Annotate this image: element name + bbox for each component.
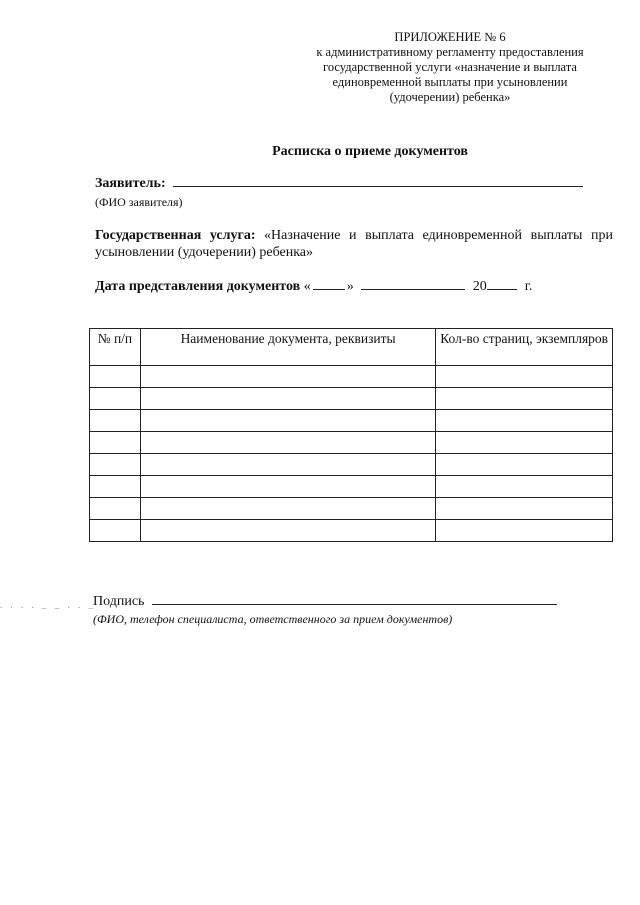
table-row [90,520,613,542]
signature-line[interactable] [152,603,557,605]
table-header-row [90,329,613,366]
date-month-line[interactable] [361,288,465,290]
date-year-suffix: г. [524,279,533,294]
table-cell[interactable] [90,476,141,498]
documents-table [89,328,613,542]
signature-label: Подпись [93,594,145,609]
table-cell[interactable] [140,432,435,454]
table-cell[interactable] [436,520,613,542]
table-cell[interactable] [90,498,141,520]
date-close-quote: » [346,279,354,294]
table-row [90,432,613,454]
table-row [90,454,613,476]
table-cell[interactable] [436,388,613,410]
table-cell[interactable] [140,454,435,476]
table-cell[interactable] [90,520,141,542]
table-row [90,410,613,432]
table-cell[interactable] [140,476,435,498]
appendix-line-3: единовременной выплаты при усыновлении [332,75,568,89]
date-year-prefix: 20 [472,279,487,294]
applicant-hint: (ФИО заявителя) [95,195,183,209]
table-cell[interactable] [140,388,435,410]
table-cell[interactable] [90,410,141,432]
column-header-document: Наименование документа, реквизиты [140,329,435,366]
signature-hint: (ФИО, телефон специалиста, ответственного за прием документов) [93,612,453,626]
appendix-line-1: к административному регламенту предоставления [316,45,584,59]
table-cell[interactable] [140,410,435,432]
service-text: «Назначение и выплата единовременной выплаты при усыновлении (удочерении) ребенка» [95,228,613,260]
date-day-line[interactable] [313,288,345,290]
table-cell[interactable] [90,388,141,410]
table-cell[interactable] [140,366,435,388]
table-row [90,366,613,388]
table-cell[interactable] [436,410,613,432]
document-title: Расписка о приеме документов [272,144,468,159]
applicant-name-line[interactable] [173,185,583,187]
applicant-row [95,176,615,192]
table-cell[interactable] [436,498,613,520]
service-row [95,227,613,261]
column-header-number: № п/п [90,329,141,366]
date-label: Дата представления документов [95,279,301,294]
appendix-block [300,30,600,105]
table-cell[interactable] [436,432,613,454]
date-year-line[interactable] [487,288,517,290]
appendix-title: ПРИЛОЖЕНИЕ № 6 [394,30,506,44]
service-label: Государственная услуга: [95,228,256,243]
table-cell[interactable] [140,498,435,520]
signature-row [93,594,573,610]
table-cell[interactable] [90,366,141,388]
column-header-pages: Кол-во страниц, экземпляров [436,329,613,366]
appendix-line-4: (удочерении) ребенка» [389,90,511,104]
table-row [90,476,613,498]
table-cell[interactable] [436,366,613,388]
date-row [95,279,615,295]
appendix-line-2: государственной услуги «назначение и выплата [323,60,577,74]
table-cell[interactable] [90,432,141,454]
table-cell[interactable] [436,476,613,498]
table-cell[interactable] [140,520,435,542]
applicant-label: Заявитель: [95,176,166,191]
date-open-quote: « [303,279,311,294]
scan-specks: . . . . _ _ . . _ [0,600,96,610]
table-row [90,388,613,410]
table-cell[interactable] [436,454,613,476]
table-row [90,498,613,520]
table-cell[interactable] [90,454,141,476]
